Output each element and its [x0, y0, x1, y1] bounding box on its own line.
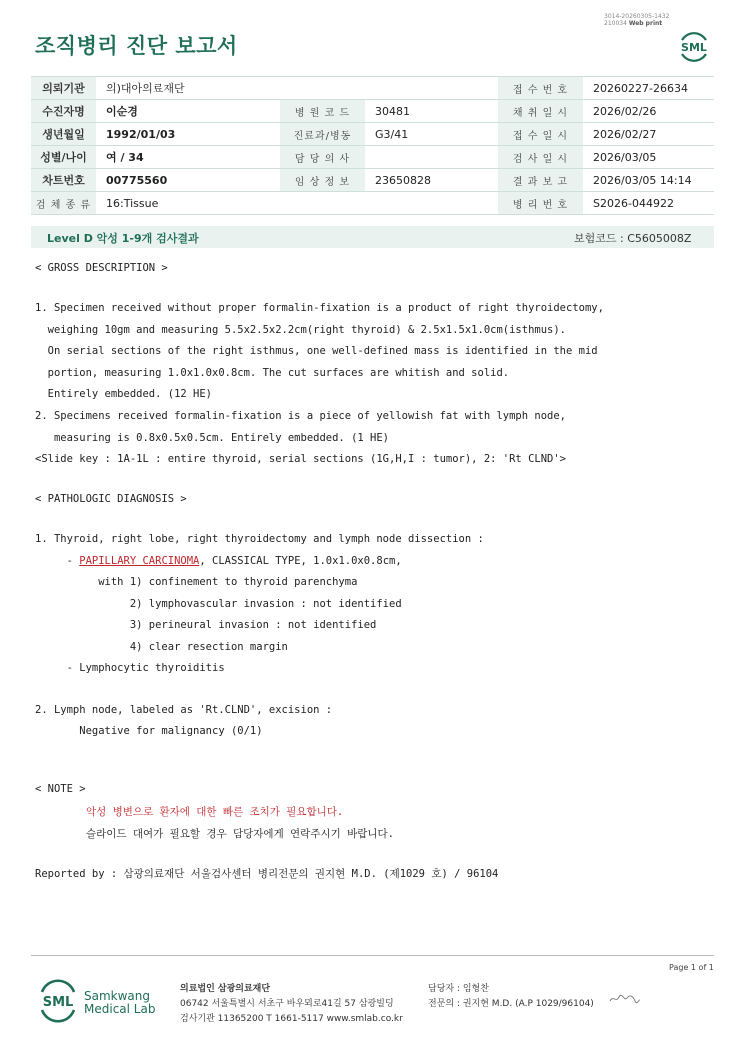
footer-specialist: 전문의 : 권지현 M.D. (A.P 1029/96104): [428, 999, 594, 1009]
info-label: 병 리 번 호: [498, 192, 583, 215]
page-number: Page 1 of 1: [669, 963, 714, 972]
info-row: [31, 169, 714, 192]
sml-footer-logo-icon: [36, 978, 80, 1024]
info-value: 16:Tissue: [96, 192, 280, 215]
info-label: 수진자명: [31, 100, 96, 123]
info-label: 접 수 번 호: [498, 77, 583, 100]
diagnosis-detail-line: - Lymphocytic thyroiditis: [35, 662, 225, 675]
info-value: 2026/03/05 14:14: [583, 169, 714, 192]
print-code-line1: 3014-20260305-1432: [604, 13, 670, 20]
info-value: S2026-044922: [583, 192, 714, 215]
info-value: 이순경: [96, 100, 280, 123]
gross-line: On serial sections of the right isthmus, one well-defined mass is identified in the mid: [35, 345, 598, 358]
result-level: Level D 악성 1-9개 검사결과: [47, 232, 199, 245]
info-label: 접 수 일 시: [498, 123, 583, 146]
info-label: 차트번호: [31, 169, 96, 192]
diagnosis-detail-line: 2) lymphovascular invasion : not identified: [35, 597, 402, 610]
print-code-id: 210034: [604, 20, 627, 27]
info-row: [31, 123, 714, 146]
gross-line: 2. Specimens received formalin-fixation is a piece of yellowish fat with lymph node,: [35, 409, 567, 422]
diagnosis-primary: - PAPILLARY CARCINOMA, CLASSICAL TYPE, 1.0x1.0x0.8cm,: [35, 555, 402, 567]
info-label: 임 상 정 보: [280, 169, 365, 192]
svg-text:SML: SML: [681, 41, 707, 54]
info-value: 20260227-26634: [583, 77, 714, 100]
gross-header: < GROSS DESCRIPTION >: [35, 262, 168, 274]
gross-line: measuring is 0.8x0.5x0.5cm. Entirely embedded. (1 HE): [35, 431, 390, 444]
info-value: [365, 146, 498, 169]
gross-line: weighing 10gm and measuring 5.5x2.5x2.2cm(right thyroid) & 2.5x1.5x1.0cm(isthmus).: [35, 323, 567, 336]
info-value: 00775560: [96, 169, 280, 192]
diagnosis-highlight: PAPILLARY CARCINOMA: [79, 555, 200, 567]
gross-line: 1. Specimen received without proper formalin-fixation is a product of right thyroidectomy,: [35, 302, 604, 314]
footer-contact: 검사기관 11365200 T 1661-5117 www.smlab.co.kr: [180, 1014, 403, 1024]
footer-brand: Samkwang Medical Lab: [84, 989, 156, 1016]
signature-icon: [608, 992, 642, 1006]
info-label: 성별/나이: [31, 146, 96, 169]
note-info: 슬라이드 대여가 필요할 경우 담당자에게 연락주시기 바랍니다.: [86, 828, 394, 840]
diagnosis-line-1: 1. Thyroid, right lobe, right thyroidectomy and lymph node dissection :: [35, 533, 484, 545]
gross-line: Entirely embedded. (12 HE): [35, 388, 213, 401]
insurance-code: 보험코드 : C5605008Z: [574, 232, 692, 245]
diagnosis-line-2: 2. Lymph node, labeled as 'Rt.CLND', excision :: [35, 704, 333, 716]
info-row: [31, 77, 714, 100]
info-label: 생년월일: [31, 123, 96, 146]
diagnosis-detail-line: with 1) confinement to thyroid parenchyma: [35, 576, 358, 588]
diagnosis-details: [35, 576, 402, 684]
footer-divider: [31, 955, 714, 956]
footer-org: 의료법인 삼광의료재단: [180, 984, 271, 994]
gross-line: portion, measuring 1.0x1.0x0.8cm. The cut surfaces are whitish and solid.: [35, 366, 510, 379]
note-header: < NOTE >: [35, 783, 86, 795]
diagnosis-detail-line: 3) perineural invasion : not identified: [35, 619, 377, 632]
print-code-label: Web print: [628, 20, 663, 27]
info-value: 1992/01/03: [96, 123, 280, 146]
info-value: 30481: [365, 100, 498, 123]
info-value: [365, 192, 498, 215]
info-value: 2026/03/05: [583, 146, 714, 169]
svg-text:SML: SML: [42, 995, 74, 1010]
patient-info-table: [31, 76, 714, 215]
info-label: 결 과 보 고: [498, 169, 583, 192]
info-value: 의)대아의료재단: [96, 77, 280, 100]
reported-by: Reported by : 삼광의료재단 서울검사센터 병리전문의 권지현 M.D. (제1029 호) / 96104: [35, 868, 499, 880]
info-row: [31, 146, 714, 169]
info-value: [365, 77, 498, 100]
info-label: 진료과/병동: [280, 123, 365, 146]
info-label: 의뢰기관: [31, 77, 96, 100]
info-value: 여 / 34: [96, 146, 280, 169]
diagnosis-detail-line: 4) clear resection margin: [35, 640, 288, 653]
note-alert: 악성 병변으로 환자에 대한 빠른 조치가 필요합니다.: [86, 806, 344, 818]
info-label: 담 당 의 사: [280, 146, 365, 169]
sml-logo-icon: [676, 28, 712, 64]
info-label: [280, 192, 365, 215]
info-value: 2026/02/26: [583, 100, 714, 123]
info-value: G3/41: [365, 123, 498, 146]
report-title: 조직병리 진단 보고서: [35, 34, 238, 58]
footer-address: 06742 서울특별시 서초구 바우뫼로41길 57 삼광빌딩: [180, 999, 394, 1009]
info-value: 2026/02/27: [583, 123, 714, 146]
diagnosis-line-2b: Negative for malignancy (0/1): [35, 725, 263, 737]
info-label: 병 원 코 드: [280, 100, 365, 123]
info-label: 검 사 일 시: [498, 146, 583, 169]
info-label: 검 체 종 류: [31, 192, 96, 215]
info-row: [31, 192, 714, 215]
info-label: [280, 77, 365, 100]
info-value: 23650828: [365, 169, 498, 192]
print-code: [604, 13, 669, 27]
footer-manager: 담당자 : 임형찬: [428, 984, 489, 994]
info-row: [31, 100, 714, 123]
diagnosis-header: < PATHOLOGIC DIAGNOSIS >: [35, 493, 187, 505]
gross-line: <Slide key : 1A-1L : entire thyroid, serial sections (1G,H,I : tumor), 2: 'Rt CLND'>: [35, 453, 567, 466]
info-label: 채 취 일 시: [498, 100, 583, 123]
gross-description: [35, 302, 604, 475]
